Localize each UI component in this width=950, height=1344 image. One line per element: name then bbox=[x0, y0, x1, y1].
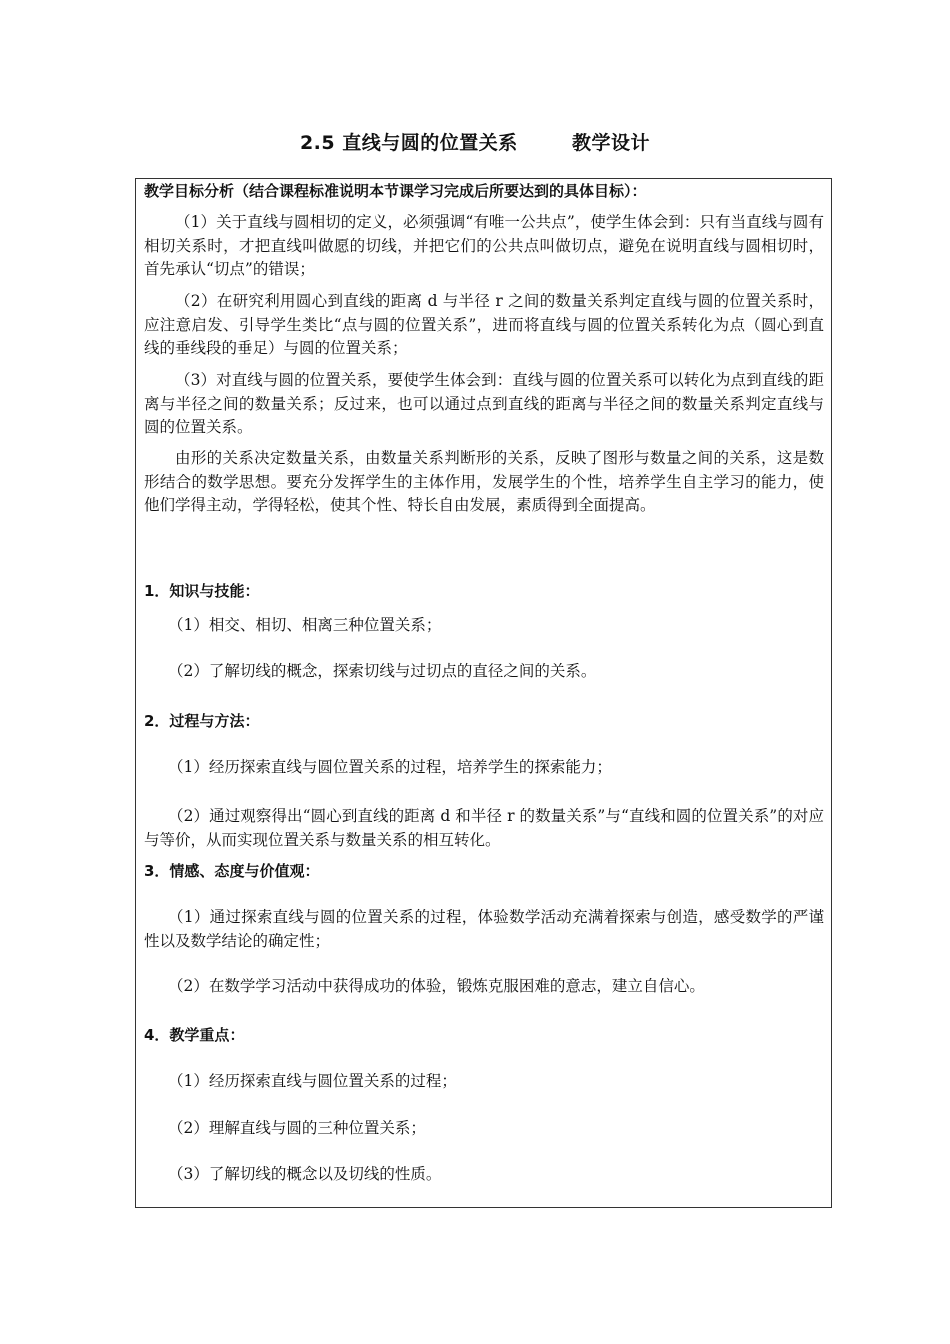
title-sub: 教学设计 bbox=[572, 132, 651, 154]
analysis-paragraph-3: （3）对直线与圆的位置关系，要使学生体会到：直线与圆的位置关系可以转化为点到直线的距离与半径之间的数量关系；反过来，也可以通过点到直线的距离与半径之间的数量关系判定直线与圆的位置关系。 bbox=[144, 371, 824, 436]
analysis-paragraph-1: （1）关于直线与圆相切的定义，必须强调“有唯一公共点”，使学生体会到：只有当直线与圆有相切关系时，才把直线叫做愿的切线，并把它们的公共点叫做切点，避免在说明直线与圆相切时，首先承认“切点”的错误； bbox=[144, 213, 824, 278]
title-number: 2.5 bbox=[299, 132, 336, 154]
key-points-heading: 4．教学重点： bbox=[144, 1026, 245, 1044]
page-title bbox=[0, 128, 950, 155]
key-points-item-3: （3）了解切线的概念以及切线的性质。 bbox=[168, 1165, 442, 1183]
process-item-2: （2）通过观察得出“圆心到直线的距离 d 和半径 r 的数量关系”与“直线和圆的位置关系”的对应与等价，从而实现位置关系与数量关系的相互转化。 bbox=[144, 807, 824, 849]
analysis-paragraph-2: （2）在研究利用圆心到直线的距离 d 与半径 r 之间的数量关系判定直线与圆的位置关系时，应注意启发、引导学生类比“点与圆的位置关系”，进而将直线与圆的位置关系转化为点（圆心到直线的垂线段的垂足）与圆的位置关系； bbox=[144, 292, 824, 357]
analysis-heading: 教学目标分析（结合课程标准说明本节课学习完成后所要达到的具体目标）： bbox=[144, 182, 647, 200]
emotion-item-1: （1）通过探索直线与圆的位置关系的过程，体验数学活动充满着探索与创造，感受数学的严谨性以及数学结论的确定性； bbox=[144, 908, 824, 950]
emotion-item-2: （2）在数学学习活动中获得成功的体验，锻炼克服困难的意志，建立自信心。 bbox=[168, 977, 705, 995]
emotion-heading: 3．情感、态度与价值观： bbox=[144, 862, 320, 880]
analysis-paragraph-4: 由形的关系决定数量关系，由数量关系判断形的关系，反映了图形与数量之间的关系，这是数形结合的数学思想。要充分发挥学生的主体作用，发展学生的个性，培养学生自主学习的能力，使他们学得主动，学得轻松，使其个性、特长自由发展，素质得到全面提高。 bbox=[144, 449, 824, 514]
process-heading: 2．过程与方法： bbox=[144, 712, 260, 730]
key-points-item-2: （2）理解直线与圆的三种位置关系； bbox=[168, 1119, 426, 1137]
knowledge-item-2: （2）了解切线的概念，探索切线与过切点的直径之间的关系。 bbox=[168, 662, 597, 680]
key-points-item-1: （1）经历探索直线与圆位置关系的过程； bbox=[168, 1072, 457, 1090]
knowledge-heading: 1．知识与技能： bbox=[144, 582, 260, 600]
knowledge-item-1: （1）相交、相切、相离三种位置关系； bbox=[168, 616, 442, 634]
process-item-1: （1）经历探索直线与圆位置关系的过程，培养学生的探索能力； bbox=[168, 758, 612, 776]
title-main: 直线与圆的位置关系 bbox=[342, 132, 518, 154]
